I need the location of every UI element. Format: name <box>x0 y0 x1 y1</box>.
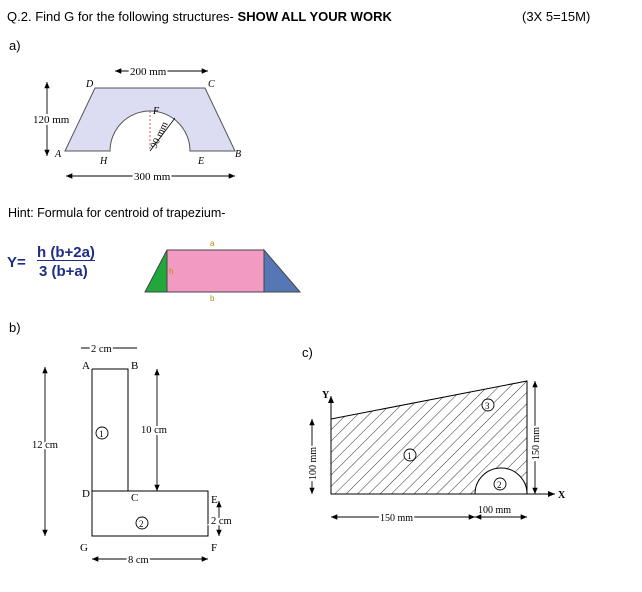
point-a: A <box>55 149 62 160</box>
trapezium-hint-figure <box>140 236 310 302</box>
top-width-label: 2 cm <box>91 344 112 355</box>
c-region-3-label: 3 <box>485 401 490 411</box>
region-2-label: 2 <box>139 519 144 529</box>
point-d: D <box>86 79 94 90</box>
point-b: B <box>235 149 242 160</box>
point-b-d: D <box>82 488 90 500</box>
formula-numerator: h (b+2a) <box>37 244 95 261</box>
part-a-label: a) <box>9 38 21 53</box>
part-b-figure <box>25 340 285 570</box>
question-emphasis: SHOW ALL YOUR WORK <box>237 9 392 24</box>
trapezium-middle-rect <box>167 250 264 292</box>
c-region-1-label: 1 <box>407 451 412 461</box>
height-dim-label: 120 mm <box>33 114 70 126</box>
total-height-label: 12 cm <box>32 440 58 451</box>
axis-x-label: X <box>558 490 566 501</box>
trap-h-label: h <box>169 267 174 276</box>
point-b-f: F <box>211 542 218 554</box>
point-b-a: A <box>82 360 90 372</box>
c-region-2-label: 2 <box>497 480 502 490</box>
trapezium-right-triangle <box>264 250 300 292</box>
question-title <box>7 9 392 24</box>
part-c-figure <box>300 370 635 550</box>
point-b-e: E <box>211 494 218 506</box>
axis-y-label: Y <box>322 390 330 401</box>
base-rect <box>92 491 208 536</box>
question-prompt: Find G for the following structures- <box>35 9 234 24</box>
point-b-c: C <box>131 492 139 504</box>
part-b-label: b) <box>9 320 21 335</box>
formula-y-prefix: Y= <box>7 254 26 271</box>
base-width-label: 8 cm <box>128 555 149 566</box>
base-semi-label: 100 mm <box>478 505 512 516</box>
base-height-label: 2 cm <box>211 516 232 527</box>
point-c: C <box>208 79 215 90</box>
point-f: F <box>153 106 160 117</box>
hint-text: Hint: Formula for centroid of trapezium- <box>8 206 226 220</box>
height-left-label: 100 mm <box>308 446 319 480</box>
radius-dim-label: 90 mm <box>148 120 171 151</box>
region-1-label: 1 <box>99 429 104 439</box>
inner-height-label: 10 cm <box>141 425 167 436</box>
height-right-label: 150 mm <box>531 426 542 460</box>
part-a-figure <box>30 60 250 190</box>
trap-a-label: a <box>210 239 215 248</box>
top-dim-label: 200 mm <box>130 66 167 78</box>
formula-denominator: 3 (b+a) <box>39 263 88 280</box>
trapezium-left-triangle <box>145 250 167 292</box>
base-main-label: 150 mm <box>380 513 414 524</box>
point-b-g: G <box>80 542 88 554</box>
part-c-label: c) <box>302 345 313 360</box>
point-b-b: B <box>131 360 139 372</box>
marks-label: (3X 5=15M) <box>522 9 591 24</box>
point-h: H <box>100 156 108 167</box>
trap-b-label: b <box>210 294 215 302</box>
point-e: E <box>198 156 205 167</box>
bottom-dim-label: 300 mm <box>134 171 171 183</box>
question-number: Q.2. <box>7 9 32 24</box>
